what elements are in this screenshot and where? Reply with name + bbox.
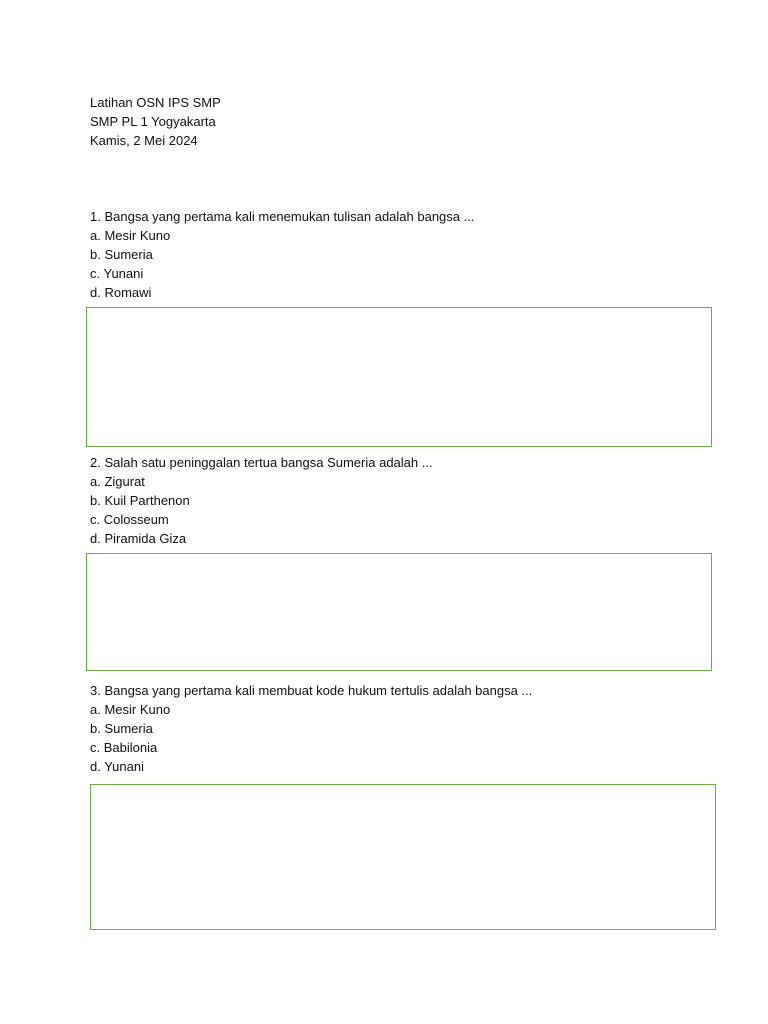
question-1-option-a: a. Mesir Kuno	[90, 228, 171, 243]
question-1-answer-box[interactable]	[86, 307, 712, 447]
question-1-option-c: c. Yunani	[90, 266, 144, 281]
question-2-prompt: 2. Salah satu peninggalan tertua bangsa Sumeria adalah ...	[90, 455, 433, 470]
school-name: SMP PL 1 Yogyakarta	[90, 114, 216, 129]
question-1-option-b: b. Sumeria	[90, 247, 153, 262]
question-3-option-a: a. Mesir Kuno	[90, 702, 171, 717]
question-3-answer-box[interactable]	[90, 784, 716, 930]
question-3-option-d: d. Yunani	[90, 759, 144, 774]
question-3-prompt: 3. Bangsa yang pertama kali membuat kode hukum tertulis adalah bangsa ...	[90, 683, 533, 698]
document-title: Latihan OSN IPS SMP	[90, 95, 221, 110]
question-2-option-c: c. Colosseum	[90, 512, 169, 527]
date-line: Kamis, 2 Mei 2024	[90, 133, 198, 148]
question-2-option-a: a. Zigurat	[90, 474, 145, 489]
question-2-option-d: d. Piramida Giza	[90, 531, 187, 546]
question-2-answer-box[interactable]	[86, 553, 712, 671]
question-1-option-d: d. Romawi	[90, 285, 152, 300]
question-3-option-c: c. Babilonia	[90, 740, 158, 755]
question-3-option-b: b. Sumeria	[90, 721, 153, 736]
question-1-prompt: 1. Bangsa yang pertama kali menemukan tulisan adalah bangsa ...	[90, 209, 475, 224]
question-2-option-b: b. Kuil Parthenon	[90, 493, 190, 508]
